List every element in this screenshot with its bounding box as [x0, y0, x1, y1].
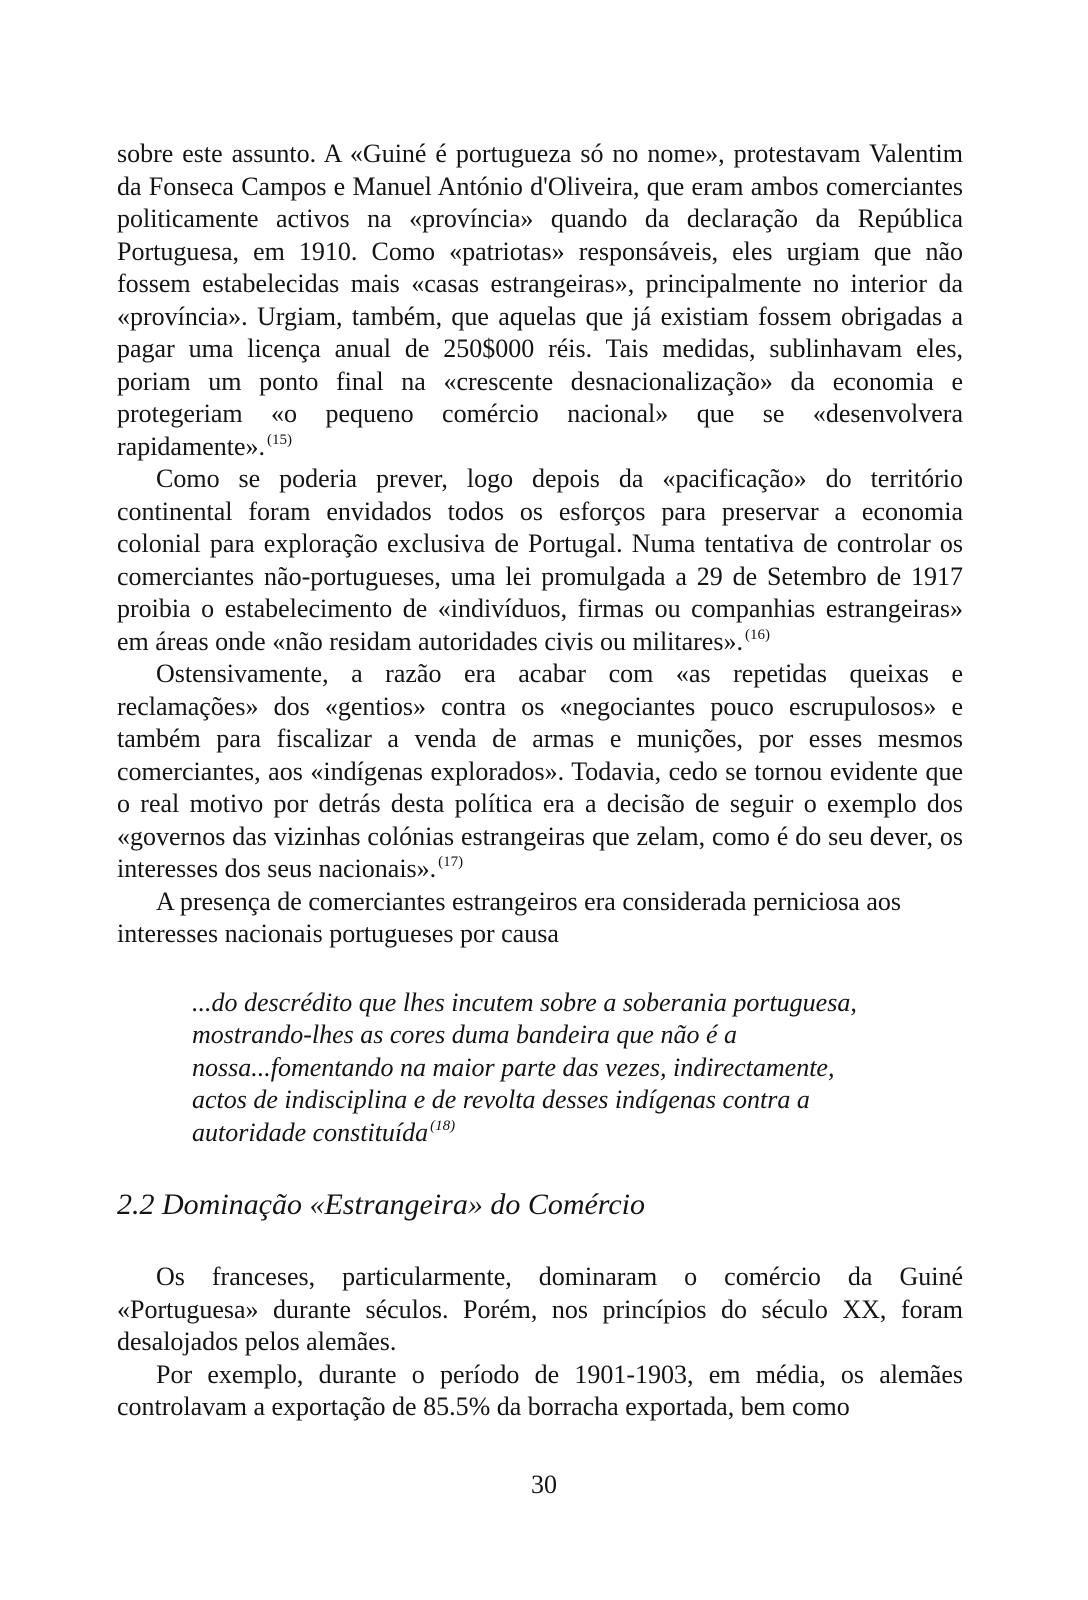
block-quote-text: ...do descrédito que lhes incutem sobre a soberania portuguesa, mostrando-lhes as cores duma bandeira que não é a nossa...fomentando na maior parte das vezes, indirectamente, actos de indisciplina e de revolta desses indígenas contra a autoridade constituída [192, 987, 857, 1147]
block-quote [192, 987, 892, 1150]
page-number: 30 [531, 1470, 557, 1499]
footnote-ref-16: (16) [744, 626, 770, 643]
footnote-ref-17: (17) [438, 854, 464, 870]
section-paragraph-1 [117, 1261, 963, 1359]
section-paragraph-2 [117, 1359, 963, 1424]
section-paragraph-1-text: Os franceses, particularmente, dominaram o comércio da Guiné «Portuguesa» durante séculos. Porém, nos princípios do século XX, foram desalojados pelos alemães. [117, 1262, 963, 1356]
paragraph-4-text: A presença de comerciantes estrangeiros era considerada perniciosa aos interesses nacionais portugueses por causa [117, 886, 901, 948]
paragraph-3-text: Ostensivamente, a razão era acabar com «as repetidas queixas e reclamações» dos «gentios» contra os «negociantes pouco escrupulosos» e também para fiscalizar a venda de armas e munições, por esses mesmos comerciantes, aos «indígenas explorados». Todavia, cedo se tornou evidente que o real motivo por detrás desta política era a decisão de seguir o exemplo dos «governos das vizinhas colónias estrangeiras que zelam, como é do seu dever, os interesses dos seus nacionais». [117, 659, 963, 883]
paragraph-3 [117, 658, 963, 886]
footnote-ref-15: (15) [267, 431, 292, 448]
section-heading: 2.2 Dominação «Estrangeira» do Comércio [117, 1188, 646, 1221]
paragraph-1 [117, 138, 963, 463]
footnote-ref-18: (18) [430, 1117, 456, 1134]
paragraph-2-text: Como se poderia prever, logo depois da «pacificação» do território continental foram envidados todos os esforços para preservar a economia colonial para exploração exclusiva de Portugal. Numa tentativa de controlar os comerciantes não-portugueses, uma lei promulgada a 29 de Setembro de 1917 proibia o estabelecimento de «indivíduos, firmas ou companhias estrangeiras» em áreas onde «não residam autoridades civis ou militares». [117, 464, 963, 656]
paragraph-1-text: sobre este assunto. A «Guiné é portugueza só no nome», protestavam Valentim da Fonseca Campos e Manuel António d'Oliveira, que eram ambos comerciantes politicamente activos na «província» quando da declaração da República Portuguesa, em 1910. Como «patriotas» responsáveis, eles urgiam que não fossem estabelecidas mais «casas estrangeiras», principalmente no interior da «província». Urgiam, também, que aquelas que já existiam fossem obrigadas a pagar uma licença anual de 250$000 réis. Tais medidas, sublinhavam eles, poriam um ponto final na «crescente desnacionalização» da economia e protegeriam «o pequeno comércio nacional» que se «desenvolvera rapidamente». [117, 139, 963, 461]
page-body [117, 138, 963, 1424]
paragraph-4 [117, 886, 963, 951]
section-paragraph-2-text: Por exemplo, durante o período de 1901-1903, em média, os alemães controlavam a exportação de 85.5% da borracha exportada, bem como [117, 1359, 963, 1421]
paragraph-2 [117, 463, 963, 658]
